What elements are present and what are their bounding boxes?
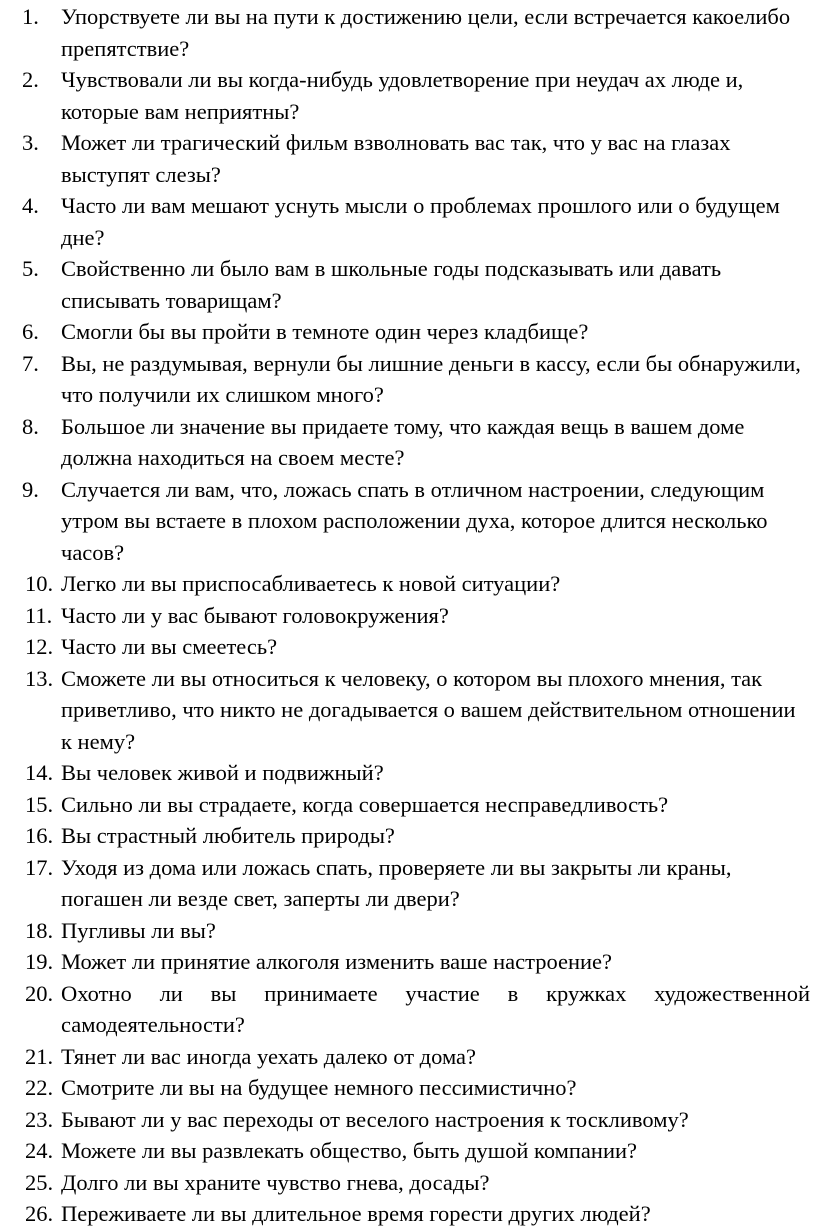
question-item xyxy=(0,1198,816,1230)
question-item xyxy=(0,1,816,64)
question-text: Упорствуете ли вы на пути к достижению цели, если встречается какоелибо препятствие? xyxy=(61,4,791,61)
question-number: 1. xyxy=(22,4,39,29)
question-number: 7. xyxy=(22,350,39,376)
question-text: Уходя из дома или ложась спать, проверяете ли вы закрыты ли краны, погашен ли везде свет, заперты ли двери? xyxy=(61,854,732,911)
question-text: Сможете ли вы относиться к человеку, о котором вы плохого мнения, так приветливо, что никто не догадывается о вашем действительном отношении к нему? xyxy=(61,665,796,754)
question-number: 17. xyxy=(25,854,54,880)
question-item xyxy=(0,568,816,600)
question-item xyxy=(0,190,816,253)
question-number: 13. xyxy=(25,665,54,691)
question-number: 18. xyxy=(25,917,54,943)
question-number: 26. xyxy=(25,1201,54,1226)
question-item xyxy=(0,852,816,915)
question-text: Бывают ли у вас переходы от веселого настроения к тоскливому? xyxy=(61,1106,689,1132)
question-item xyxy=(0,789,816,821)
question-text: Долго ли вы храните чувство гнева, досады? xyxy=(61,1169,490,1195)
question-item xyxy=(0,631,816,663)
question-text: Переживаете ли вы длительное время горести других людей? xyxy=(61,1201,651,1226)
question-text: Вы, не раздумывая, вернули бы лишние деньги в кассу, если бы обнаружили, что получили их слишком много? xyxy=(61,350,801,407)
question-text: Часто ли вам мешают уснуть мысли о проблемах прошлого или о будущем дне? xyxy=(61,193,780,250)
question-item xyxy=(0,1041,816,1073)
question-item xyxy=(0,1104,816,1136)
question-number: 11. xyxy=(25,602,53,628)
question-number: 24. xyxy=(25,1138,54,1163)
question-item xyxy=(0,253,816,316)
question-number: 8. xyxy=(22,413,39,439)
question-text: Пугливы ли вы? xyxy=(61,917,216,943)
question-text: Может ли трагический фильм взволновать вас так, что у вас на глазах выступят слезы? xyxy=(61,130,731,187)
question-text: Сильно ли вы страдаете, когда совершается несправедливость? xyxy=(61,791,669,817)
question-number: 19. xyxy=(25,949,54,974)
question-item xyxy=(0,600,816,632)
question-item xyxy=(0,127,816,190)
question-text: Охотно ли вы принимаете участие в кружках художественной самодеятельности? xyxy=(61,980,810,1037)
question-item xyxy=(0,1135,816,1167)
question-item xyxy=(0,978,816,1041)
question-item xyxy=(0,64,816,127)
question-number: 20. xyxy=(25,980,54,1006)
question-text: Может ли принятие алкоголя изменить ваше настроение? xyxy=(61,949,613,974)
question-item xyxy=(0,474,816,569)
question-list xyxy=(0,1,816,1230)
question-text: Вы страстный любитель природы? xyxy=(61,823,395,848)
question-item xyxy=(0,1167,816,1199)
question-item xyxy=(0,316,816,348)
question-text: Смотрите ли вы на будущее немного пессимистично? xyxy=(61,1075,577,1100)
question-text: Часто ли вы смеетесь? xyxy=(61,634,278,659)
question-item xyxy=(0,757,816,789)
question-number: 2. xyxy=(22,67,39,92)
question-number: 14. xyxy=(25,760,54,785)
question-number: 16. xyxy=(25,823,54,848)
question-text: Часто ли у вас бывают головокружения? xyxy=(61,602,449,628)
question-number: 9. xyxy=(22,476,39,502)
question-text: Случается ли вам, что, ложась спать в отличном настроении, следующим утром вы встаете в плохом расположении духа, которое длится несколько часов? xyxy=(61,476,768,565)
question-text: Смогли бы вы пройти в темноте один через кладбище? xyxy=(61,319,589,344)
question-text: Большое ли значение вы придаете тому, что каждая вещь в вашем доме должна находиться на своем месте? xyxy=(61,413,745,470)
question-text: Можете ли вы развлекать общество, быть душой компании? xyxy=(61,1138,638,1163)
question-text: Легко ли вы приспосабливаетесь к новой ситуации? xyxy=(61,571,561,596)
question-item xyxy=(0,820,816,852)
question-number: 6. xyxy=(22,319,39,344)
question-item xyxy=(0,1072,816,1104)
question-text: Чувствовали ли вы когда-нибудь удовлетворение при неудач ах люде и, которые вам неприятны? xyxy=(61,67,744,124)
question-number: 23. xyxy=(25,1106,54,1132)
question-item xyxy=(0,663,816,758)
question-item xyxy=(0,946,816,978)
question-item xyxy=(0,411,816,474)
question-number: 12. xyxy=(25,634,54,659)
question-number: 21. xyxy=(25,1043,54,1069)
question-text: Свойственно ли было вам в школьные годы подсказывать или давать списывать товарищам? xyxy=(61,256,722,313)
question-number: 25. xyxy=(25,1169,54,1195)
question-number: 3. xyxy=(22,130,39,155)
question-number: 10. xyxy=(25,571,54,596)
question-number: 4. xyxy=(22,193,39,218)
question-item xyxy=(0,348,816,411)
question-number: 22. xyxy=(25,1075,54,1100)
question-number: 5. xyxy=(22,256,39,281)
question-item xyxy=(0,915,816,947)
question-text: Вы человек живой и подвижный? xyxy=(61,760,384,785)
question-number: 15. xyxy=(25,791,54,817)
question-text: Тянет ли вас иногда уехать далеко от дома? xyxy=(61,1043,477,1069)
